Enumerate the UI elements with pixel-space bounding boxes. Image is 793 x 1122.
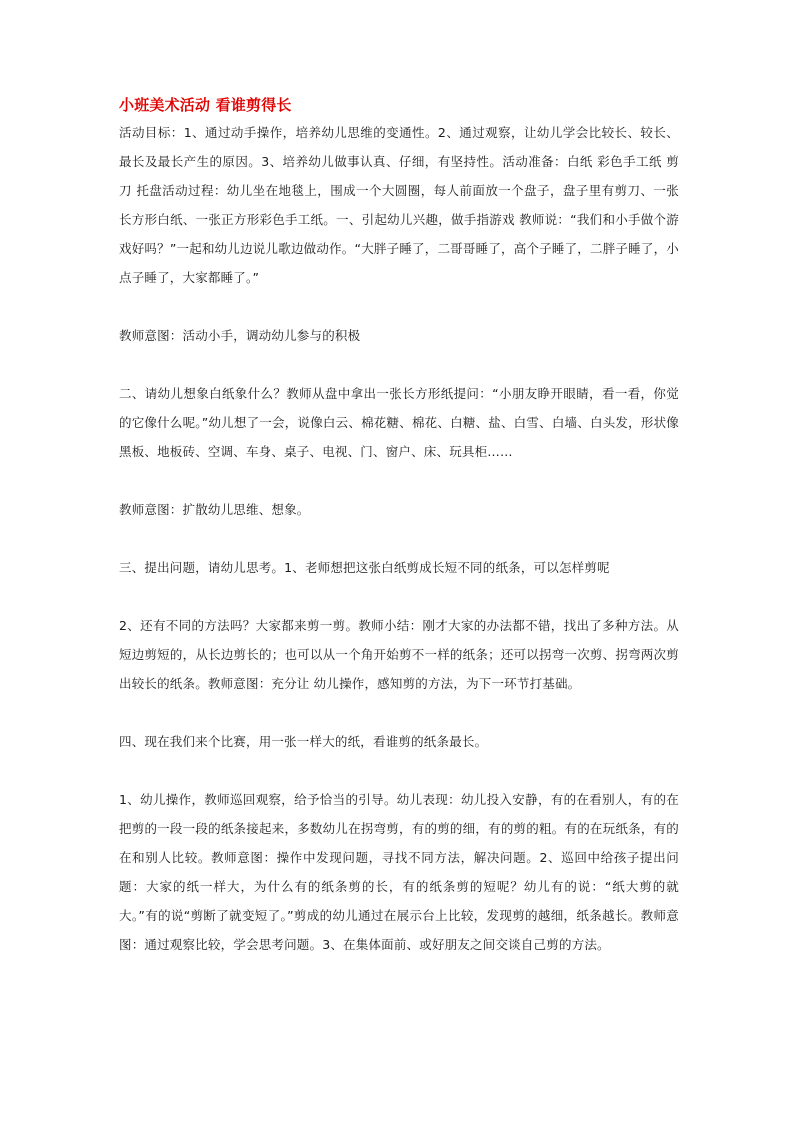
paragraph-spacer bbox=[119, 524, 679, 553]
document-page bbox=[119, 94, 679, 959]
paragraph-teacher-intent-2: 教师意图：扩散幼儿思维、想象。 bbox=[119, 502, 310, 517]
paragraph-spacer bbox=[119, 582, 679, 611]
paragraph-spacer bbox=[119, 756, 679, 785]
paragraph-spacer bbox=[119, 698, 679, 727]
paragraph-section-3-step-2: 2、还有不同的方法吗？大家都来剪一剪。教师小结：刚才大家的办法都不错，找出了多种方法。从短边剪短的，从长边剪长的；也可以从一个角开始剪不一样的纸条；还可以拐弯一次剪、拐弯两次剪出较长的纸条。教师意图：充分让 幼儿操作，感知剪的方法，为下一环节打基础。 bbox=[119, 618, 679, 691]
paragraph-activity-goals: 活动目标：1、通过动手操作，培养幼儿思维的变通性。2、通过观察，让幼儿学会比较长、较长、最长及最长产生的原因。3、培养幼儿做事认真、仔细，有坚持性。活动准备：白纸 彩色手工纸 剪刀 托盘活动过程：幼儿坐在地毯上，围成一个大圆圈，每人前面放一个盘子，盘子里有剪刀、一张长方形白纸、一张正方形彩色手工纸。一、引起幼儿兴趣，做手指游戏 教师说：“我们和小手做个游戏好吗？”一起和幼儿边说儿歌边做动作。“大胖子睡了，二哥哥睡了，高个子睡了，二胖子睡了，小点子睡了，大家都睡了。” bbox=[119, 125, 679, 285]
paragraph-section-2: 二、请幼儿想象白纸象什么？教师从盘中拿出一张长方形纸提问：“小朋友睁开眼睛，看一看，你觉的它像什么呢。”幼儿想了一会，说像白云、棉花糖、棉花、白糖、盐、白雪、白墙、白头发，形状像黑板、地板砖、空调、车身、桌子、电视、门、窗户、床、玩具柜…… bbox=[119, 386, 679, 459]
paragraph-section-3: 三、提出问题，请幼儿思考。1、老师想把这张白纸剪成长短不同的纸条，可以怎样剪呢 bbox=[119, 560, 610, 575]
paragraph-section-4: 四、现在我们来个比赛，用一张一样大的纸，看谁剪的纸条最长。 bbox=[119, 734, 488, 749]
paragraph-spacer bbox=[119, 466, 679, 495]
paragraph-spacer bbox=[119, 292, 679, 321]
paragraph-spacer bbox=[119, 350, 679, 379]
document-title: 小班美术活动 看谁剪得长 bbox=[119, 96, 292, 114]
paragraph-section-4-steps: 1、幼儿操作，教师巡回观察，给予恰当的引导。幼儿表现：幼儿投入安静，有的在看别人，有的在把剪的一段一段的纸条接起来，多数幼儿在拐弯剪，有的剪的细，有的剪的粗。有的在玩纸条，有的在和别人比较。教师意图：操作中发现问题，寻找不同方法，解决问题。2、巡回中给孩子提出问题：大家的纸一样大，为什么有的纸条剪的长，有的纸条剪的短呢？幼儿有的说：“纸大剪的就大。”有的说“剪断了就变短了。”剪成的幼儿通过在展示台上比较，发现剪的越细，纸条越长。教师意图：通过观察比较，学会思考问题。3、在集体面前、或好朋友之间交谈自己剪的方法。 bbox=[119, 792, 679, 952]
paragraph-teacher-intent-1: 教师意图：活动小手，调动幼儿参与的积极 bbox=[119, 328, 361, 343]
